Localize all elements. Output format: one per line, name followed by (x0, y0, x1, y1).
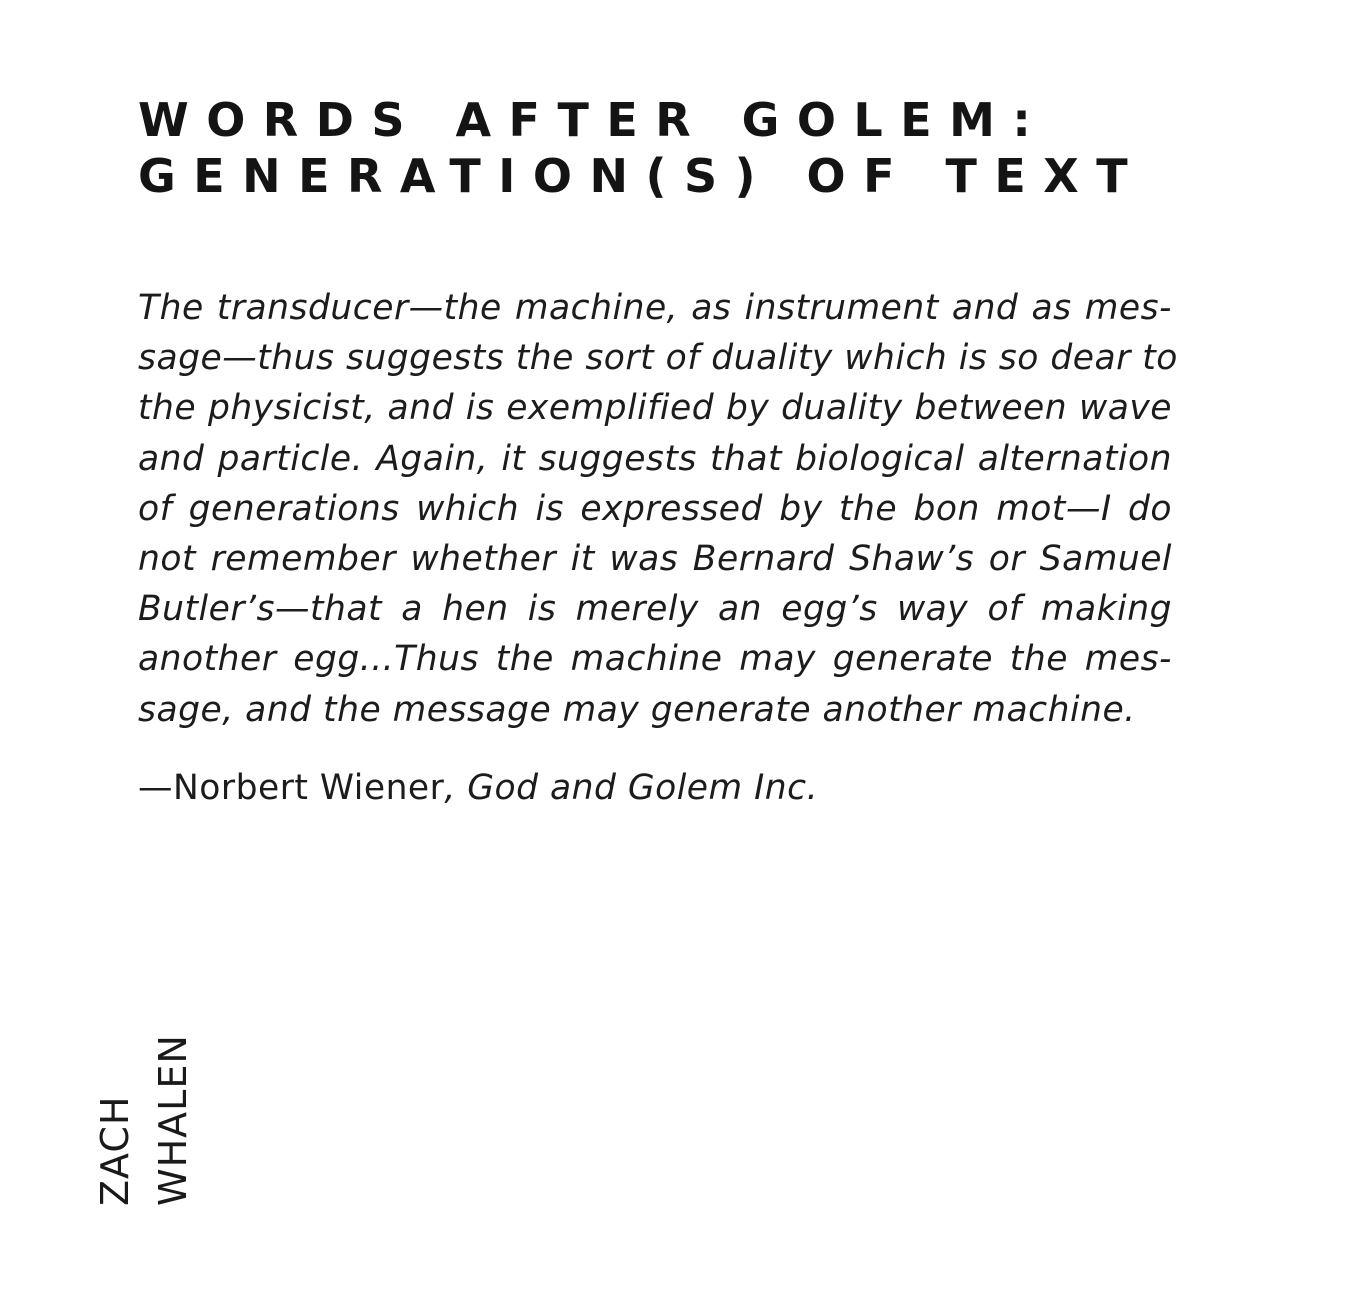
epigraph-line: sage—thus suggests the sort of duality which is so dear to (138, 338, 1178, 379)
epigraph-line: The transducer—the machine, as instrument and as mes- (138, 288, 1172, 328)
epigraph-attribution (138, 763, 818, 813)
epigraph-line: not remember whether it was Bernard Shaw’s or Samuel (138, 539, 1172, 580)
attribution-work-title: , God and Golem Inc. (444, 768, 819, 808)
epigraph-line: Butler’s—that a hen is merely an egg’s way of making (138, 589, 1172, 630)
attribution-author: —Norbert Wiener (138, 768, 445, 808)
epigraph-line: the physicist, and is exemplified by duality between wave (138, 388, 1172, 429)
author-last-name: WHALEN (151, 1034, 195, 1206)
epigraph-line: sage, and the message may generate another machine. (138, 689, 1136, 730)
author-first-name: ZACH (93, 1095, 137, 1206)
epigraph-line: of generations which is expressed by the bon mot—I do (138, 488, 1172, 529)
epigraph-line: and particle. Again, it suggests that biological alternation (138, 438, 1172, 479)
book-title-line-1: WORDS AFTER GOLEM: (138, 93, 1049, 147)
book-title-line-2: GENERATION(S) OF TEXT (138, 149, 1146, 203)
book-title (138, 92, 1278, 204)
author-name (86, 1034, 202, 1206)
epigraph-line: another egg...Thus the machine may generate the mes- (138, 639, 1172, 680)
epigraph-quote (138, 283, 1178, 735)
